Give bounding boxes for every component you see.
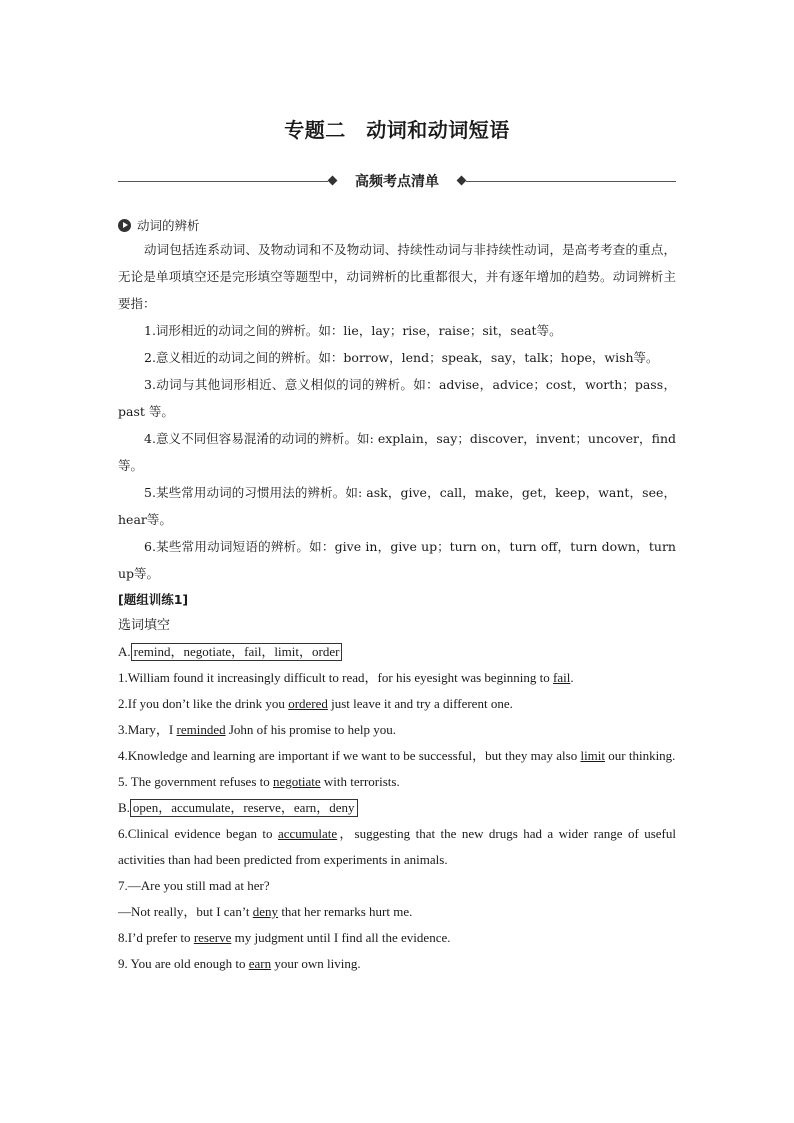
header-rule-right	[466, 181, 676, 182]
point-item: 2.意义相近的动词之间的辨析。如：borrow，lend；speak，say，talk；hope，wish等。	[144, 350, 659, 365]
word-bank-prefix: B.	[118, 800, 130, 815]
point-item: 5.某些常用动词的习惯用法的辨析。如: ask，give，call，make，get，keep，want，see，hear等。	[118, 485, 676, 527]
content	[118, 214, 676, 977]
exercise-item	[118, 769, 676, 795]
exercise-item	[118, 899, 676, 925]
item-text: 6.Clinical evidence began to	[118, 826, 278, 841]
item-text: 3.Mary，I	[118, 722, 177, 737]
answer-word: reserve	[193, 930, 232, 945]
play-icon	[118, 219, 131, 232]
practice-title: [题组训练1]	[118, 592, 189, 607]
item-text: 1.William found it increasingly difficult to read，for his eyesight was beginning to	[118, 670, 554, 685]
answer-word: earn	[248, 956, 272, 971]
item-text: 7.—Are you still mad at her?	[118, 878, 270, 893]
item-text: ，suggesting that the new drugs had a wider range of useful activities than had been predicted from experiments in animals.	[118, 826, 676, 867]
exercise-item	[118, 691, 676, 717]
exercise-item	[118, 717, 676, 743]
point-item: 6.某些常用动词短语的辨析。如：give in，give up；turn on，turn off，turn down，turn up等。	[118, 539, 676, 581]
item-text: 5. The government refuses to	[118, 774, 273, 789]
subhead	[118, 214, 676, 236]
exercise-item	[118, 925, 676, 951]
answer-word: ordered	[288, 696, 328, 711]
answer-word: fail	[553, 670, 571, 685]
word-bank-a	[118, 639, 676, 665]
item-text: with terrorists.	[320, 774, 400, 789]
word-bank-box: open，accumulate，reserve，earn，deny	[130, 799, 358, 817]
answer-word: negotiate	[273, 774, 321, 789]
subhead-label: 动词的辨析	[137, 218, 200, 233]
practice-subtitle: 选词填空	[118, 618, 171, 633]
item-text: our thinking.	[605, 748, 676, 763]
item-text: .	[570, 670, 574, 685]
item-text: my judgment until I find all the evidence.	[231, 930, 451, 945]
point-item: 1.词形相近的动词之间的辨析。如：lie，lay；rise，raise；sit，seat等。	[144, 323, 562, 338]
point-item: 4.意义不同但容易混淆的动词的辨析。如: explain，say；discover，invent；uncover，find等。	[118, 431, 676, 473]
item-text: that her remarks hurt me.	[278, 904, 413, 919]
answer-word: deny	[252, 904, 279, 919]
intro-paragraph: 动词包括连系动词、及物动词和不及物动词、持续性动词与非持续性动词，是高考考查的重点，无论是单项填空还是完形填空等题型中，动词辨析的比重都很大，并有逐年增加的趋势。动词辨析主要指：	[118, 242, 676, 311]
point-item: 3.动词与其他词形相近、意义相似的词的辨析。如：advise，advice；cost，worth；pass，past 等。	[118, 377, 676, 419]
exercise-item	[118, 951, 676, 977]
answer-word: limit	[580, 748, 606, 763]
item-text: 2.If you don’t like the drink you	[118, 696, 289, 711]
word-bank-box: remind，negotiate，fail，limit，order	[131, 643, 343, 661]
item-text: John of his promise to help you.	[225, 722, 397, 737]
answer-word: reminded	[176, 722, 226, 737]
item-text: 8.I’d prefer to	[118, 930, 194, 945]
page-title: 专题二 动词和动词短语	[284, 118, 510, 142]
item-text: 9. You are old enough to	[118, 956, 249, 971]
word-bank-b	[118, 795, 676, 821]
exercise-item	[118, 665, 676, 691]
section-header-label: 高频考点清单	[355, 174, 439, 190]
item-text: just leave it and try a different one.	[327, 696, 513, 711]
exercise-item	[118, 743, 676, 769]
item-text: your own living.	[271, 956, 361, 971]
section-header	[118, 170, 676, 192]
exercise-item	[118, 821, 676, 873]
exercise-item	[118, 873, 676, 899]
item-text: 4.Knowledge and learning are important if we want to be successful，but they may also	[118, 748, 581, 763]
answer-word: accumulate	[277, 826, 338, 841]
item-text: —Not really，but I can’t	[118, 904, 253, 919]
word-bank-prefix: A.	[118, 644, 131, 659]
